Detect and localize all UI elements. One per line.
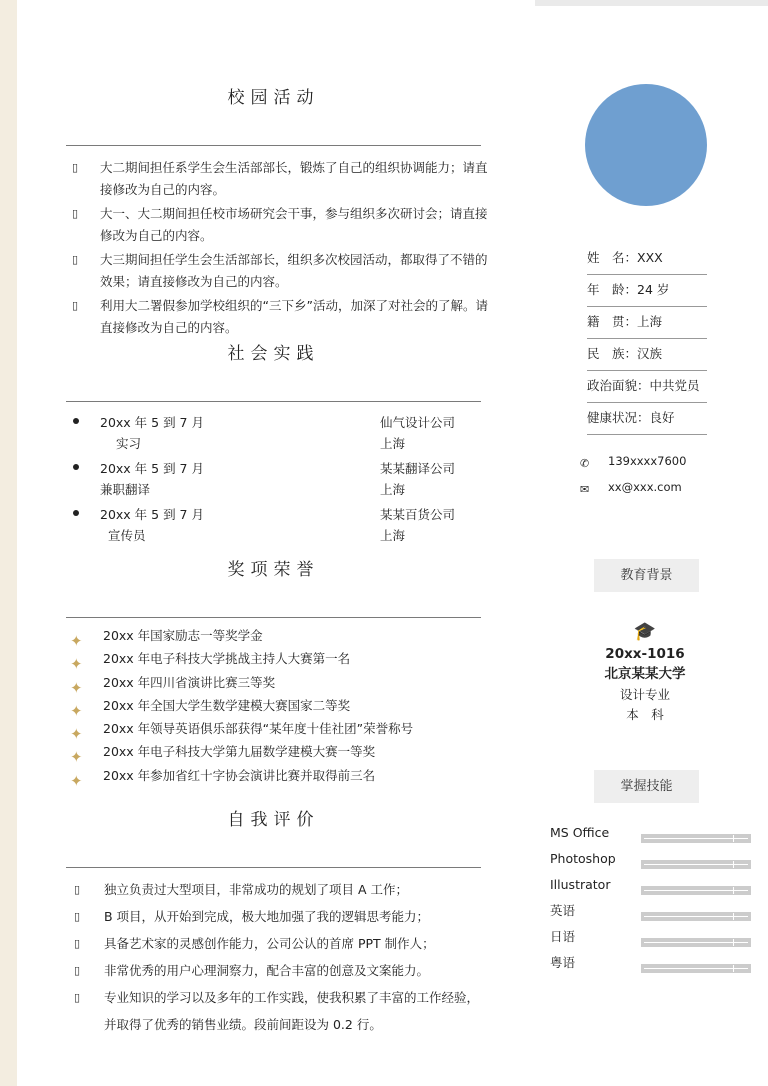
personal-info — [587, 243, 707, 435]
practice-company: 仙气设计公司 — [380, 415, 456, 430]
self-eval-section-header — [66, 810, 481, 868]
list-item: ▯ 大一、大二期间担任校市场研究会干事，参与组织多次研讨会；请直接修改为自己的内容。 — [70, 203, 490, 247]
list-item: ▯ 大三期间担任学生会生活部部长，组织多次校园活动，都取得了不错的效果；请直接修改为自己的内容。 — [70, 249, 490, 293]
bullet-icon: ▯ — [72, 299, 79, 312]
bullet-icon: ▯ — [74, 991, 81, 1004]
award-item: ✦ 20xx 年电子科技大学挑战主持人大赛第一名 — [70, 647, 490, 670]
practice-date: 20xx 年 5 到 7 月 — [100, 415, 204, 430]
skill-name: 日语 — [550, 929, 576, 944]
award-item: ✦ 20xx 年四川省演讲比赛三等奖 — [70, 671, 490, 694]
skill-bar — [641, 860, 751, 869]
avatar-photo — [585, 84, 707, 206]
skill-name: MS Office — [550, 825, 610, 840]
self-eval-title: 自我评价 — [66, 805, 481, 830]
award-item: ✦ 20xx 年领导英语俱乐部获得“某年度十佳社团”荣誉称号 — [70, 717, 490, 740]
bullet-dot-icon — [73, 418, 79, 424]
award-item: ✦ 20xx 年电子科技大学第九届数学建模大赛一等奖 — [70, 740, 490, 763]
skill-name: Photoshop — [550, 851, 616, 866]
practice-company: 某某翻译公司 — [380, 461, 456, 476]
bullet-icon: ▯ — [72, 161, 79, 174]
skill-bar — [641, 912, 751, 921]
campus-title: 校园活动 — [66, 83, 481, 108]
star-icon: ✦ — [70, 725, 83, 744]
practice-section-header — [66, 344, 481, 402]
bullet-dot-icon — [73, 510, 79, 516]
bullet-icon: ▯ — [74, 883, 81, 896]
skill-bar — [641, 964, 751, 973]
awards-title: 奖项荣誉 — [66, 555, 481, 580]
practice-city: 上海 — [380, 436, 406, 451]
bullet-dot-icon — [73, 464, 79, 470]
skills-list — [550, 823, 760, 979]
star-icon: ✦ — [70, 678, 83, 697]
skills-label: 掌握技能 — [594, 770, 699, 803]
awards-list — [70, 624, 490, 790]
practice-role: 实习 — [116, 436, 142, 451]
info-age: 年 龄：24 岁 — [587, 275, 707, 307]
practice-city: 上海 — [380, 482, 406, 497]
skill-bar — [641, 938, 751, 947]
education-school: 北京某某大学 — [604, 666, 686, 682]
list-item: ▯ 具备艺术家的灵感创作能力，公司公认的首席 PPT 制作人； — [70, 930, 490, 957]
practice-title: 社会实践 — [66, 339, 481, 364]
skill-row — [550, 823, 760, 849]
education-major: 设计专业 — [619, 687, 670, 702]
education-block — [560, 620, 730, 725]
skill-bar — [641, 834, 751, 843]
list-item: ▯ 非常优秀的用户心理洞察力，配合丰富的创意及文案能力。 — [70, 957, 490, 984]
star-icon: ✦ — [70, 748, 83, 767]
education-degree: 本 科 — [626, 707, 664, 722]
education-years: 20xx-1016 — [605, 646, 685, 662]
star-icon: ✦ — [70, 701, 83, 720]
practice-row — [70, 458, 490, 504]
mail-icon: ✉ — [580, 483, 590, 496]
skill-bar — [641, 886, 751, 895]
left-accent-bar — [0, 0, 17, 1086]
info-hometown: 籍 贯：上海 — [587, 307, 707, 339]
practice-company: 某某百货公司 — [380, 507, 456, 522]
skill-name: 粤语 — [550, 955, 576, 970]
graduation-cap-icon: 🎓 — [633, 621, 657, 642]
skill-name: 英语 — [550, 903, 576, 918]
self-eval-list — [70, 876, 490, 1038]
list-item: ▯ 专业知识的学习以及多年的工作实践，使我积累了丰富的工作经验，并取得了优秀的销售业绩。段前间距设为 0.2 行。 — [70, 984, 490, 1038]
practice-date: 20xx 年 5 到 7 月 — [100, 507, 204, 522]
info-name: 姓 名：XXX — [587, 243, 707, 275]
skill-row — [550, 927, 760, 953]
practice-role: 宣传员 — [108, 528, 146, 543]
campus-list — [70, 157, 490, 341]
practice-city: 上海 — [380, 528, 406, 543]
award-item: ✦ 20xx 年国家励志一等奖学金 — [70, 624, 490, 647]
awards-section-header — [66, 560, 481, 618]
practice-list — [70, 412, 490, 550]
top-gray-strip — [535, 0, 768, 6]
list-item: ▯ 大二期间担任系学生会生活部部长，锻炼了自己的组织协调能力；请直接修改为自己的内容。 — [70, 157, 490, 201]
bullet-icon: ▯ — [74, 937, 81, 950]
list-item: ▯ 利用大二署假参加学校组织的“三下乡”活动，加深了对社会的了解。请直接修改为自己的内容。 — [70, 295, 490, 339]
award-item: ✦ 20xx 年全国大学生数学建模大赛国家二等奖 — [70, 694, 490, 717]
practice-role: 兼职翻译 — [100, 482, 151, 497]
bullet-icon: ▯ — [74, 910, 81, 923]
star-icon: ✦ — [70, 632, 83, 650]
skill-row — [550, 953, 760, 979]
skill-row — [550, 849, 760, 875]
skill-row — [550, 901, 760, 927]
education-label: 教育背景 — [594, 559, 699, 592]
info-political: 政治面貌：中共党员 — [587, 371, 707, 403]
star-icon: ✦ — [70, 655, 83, 674]
practice-date: 20xx 年 5 到 7 月 — [100, 461, 204, 476]
info-health: 健康状况：良好 — [587, 403, 707, 435]
bullet-icon: ▯ — [74, 964, 81, 977]
list-item: ▯ 独立负责过大型项目，非常成功的规划了项目 A 工作； — [70, 876, 490, 903]
bullet-icon: ▯ — [72, 253, 79, 266]
bullet-icon: ▯ — [72, 207, 79, 220]
skill-name: Illustrator — [550, 877, 611, 892]
practice-row — [70, 504, 490, 550]
star-icon: ✦ — [70, 771, 83, 790]
award-item: ✦ 20xx 年参加省红十字协会演讲比赛并取得前三名 — [70, 764, 490, 787]
info-ethnicity: 民 族：汉族 — [587, 339, 707, 371]
phone-icon: ✆ — [580, 457, 590, 470]
list-item: ▯ B 项目，从开始到完成，极大地加强了我的逻辑思考能力； — [70, 903, 490, 930]
practice-row — [70, 412, 490, 458]
skill-row — [550, 875, 760, 901]
campus-section-header — [66, 88, 481, 146]
